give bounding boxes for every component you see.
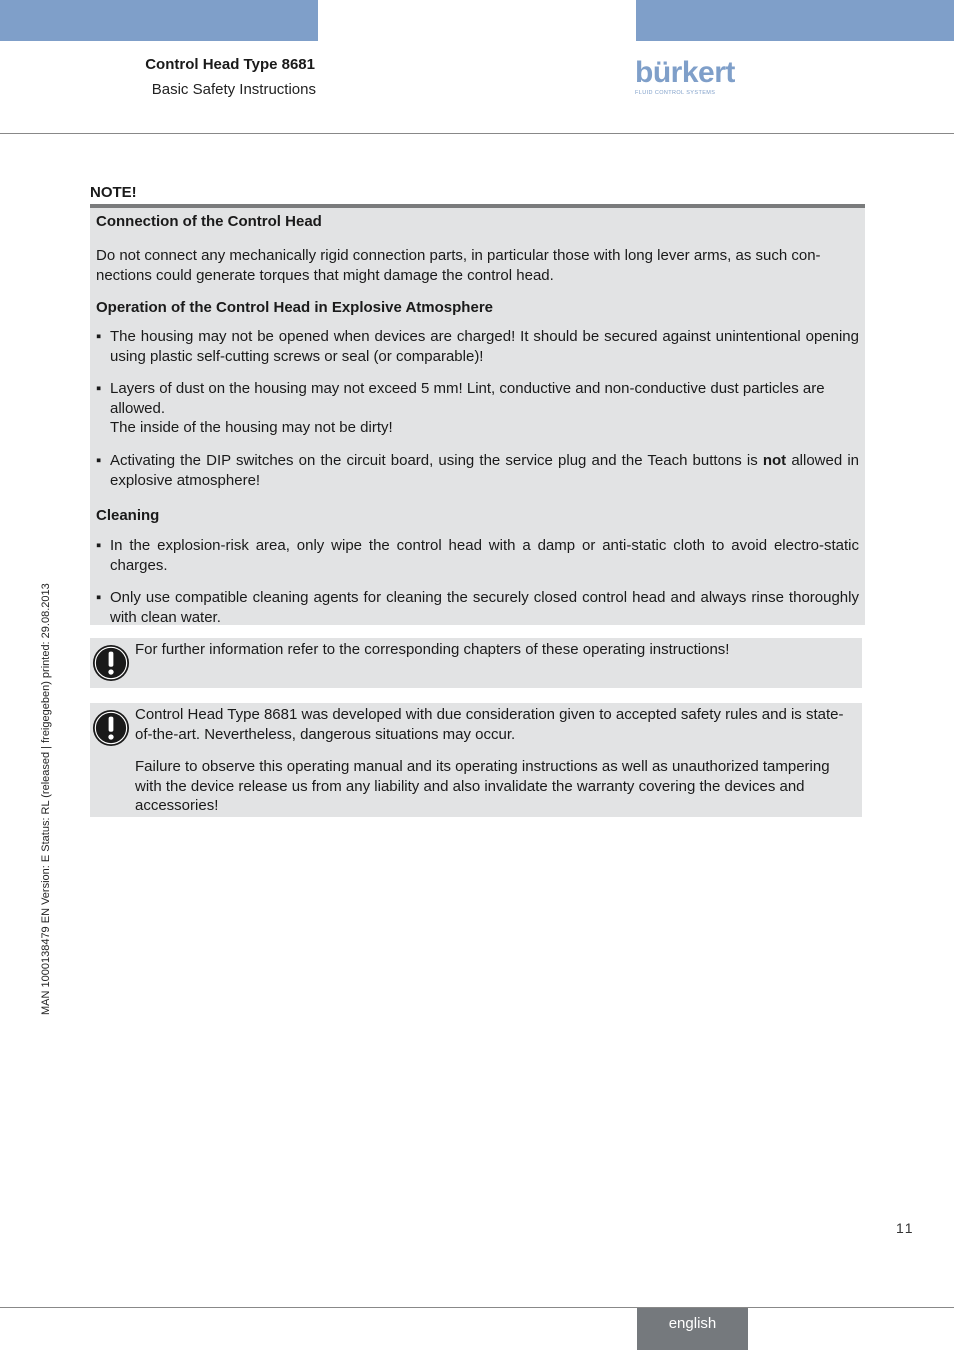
bullet-text-continued: The inside of the housing may not be dirty!: [110, 419, 393, 436]
bullet-marker: ▪: [96, 589, 102, 606]
burkert-logo: [635, 58, 733, 98]
bullet-marker: ▪: [96, 537, 102, 554]
connection-text-line1: Do not connect any mechanically rigid connection parts, in particular those with long lever arms, as such con-: [96, 247, 821, 264]
list-item: [96, 536, 859, 575]
document-title: Control Head Type 8681: [145, 56, 315, 73]
logo-tagline: FLUID CONTROL SYSTEMS: [635, 90, 716, 96]
note-box: [90, 204, 865, 625]
bullet-text: The housing may not be opened when devices are charged! It should be secured against unintentional opening using plastic self-cutting screws or seal (or comparable)!: [110, 328, 859, 365]
header-divider: [0, 133, 954, 134]
language-tab: english: [637, 1308, 748, 1350]
info-box-further-information: [90, 638, 862, 688]
list-item: [96, 327, 859, 366]
connection-text: [96, 246, 859, 285]
exclamation-icon: [92, 709, 130, 747]
bullet-text: Activating the DIP switches on the circuit board, using the service plug and the Teach buttons is not allowed in explosive atmosphere!: [110, 452, 859, 489]
connection-text-line2: nections could generate torques that might damage the control head.: [96, 266, 554, 284]
bullet-marker: ▪: [96, 380, 102, 397]
emphasis-not: not: [762, 452, 787, 469]
heading-explosive-atmosphere: Operation of the Control Head in Explosive Atmosphere: [96, 299, 493, 316]
exclamation-icon: [92, 644, 130, 682]
heading-cleaning: Cleaning: [96, 507, 160, 524]
list-item: [96, 379, 859, 438]
logo-wordmark: bürkert: [635, 56, 735, 89]
top-accent-bar-left: [0, 0, 318, 41]
note-label: NOTE!: [90, 184, 137, 201]
safety-paragraph-1-line1: Control Head Type 8681 was developed with due consideration given to accepted safety rules and is state-: [135, 706, 844, 723]
footer-divider: [0, 1307, 954, 1308]
document-metadata-vertical: MAN 1000138479 EN Version: E Status: RL (released | freigegeben) printed: 29.08.2013: [40, 583, 52, 1015]
document-subtitle: Basic Safety Instructions: [151, 81, 316, 98]
info-box-safety-rules: [90, 703, 862, 817]
bullet-text: Layers of dust on the housing may not exceed 5 mm! Lint, conductive and non-conductive dust particles are allowed.: [110, 380, 825, 417]
safety-paragraph-1-line2: of-the-art. Nevertheless, dangerous situations may occur.: [135, 725, 516, 743]
safety-paragraph-2: Failure to observe this operating manual and its operating instructions as well as unauthorized tampering with the device release us from any liability and also invalidate the warranty covering the devices and accessories!: [135, 758, 830, 814]
list-item: [96, 451, 859, 490]
page-number: 11: [896, 1220, 915, 1236]
list-item: [96, 588, 859, 627]
bullet-marker: ▪: [96, 452, 102, 469]
bullet-text: Only use compatible cleaning agents for cleaning the securely closed control head and always rinse thoroughly with clean water.: [110, 589, 859, 626]
top-accent-bar-right: [636, 0, 954, 41]
info-text: For further information refer to the corresponding chapters of these operating instructions!: [135, 641, 730, 658]
bullet-text: In the explosion-risk area, only wipe the control head with a damp or anti-static cloth to avoid electro-static charges.: [110, 537, 859, 574]
bullet-marker: ▪: [96, 328, 102, 345]
safety-paragraph-1: [135, 705, 857, 744]
heading-connection: Connection of the Control Head: [96, 213, 322, 230]
